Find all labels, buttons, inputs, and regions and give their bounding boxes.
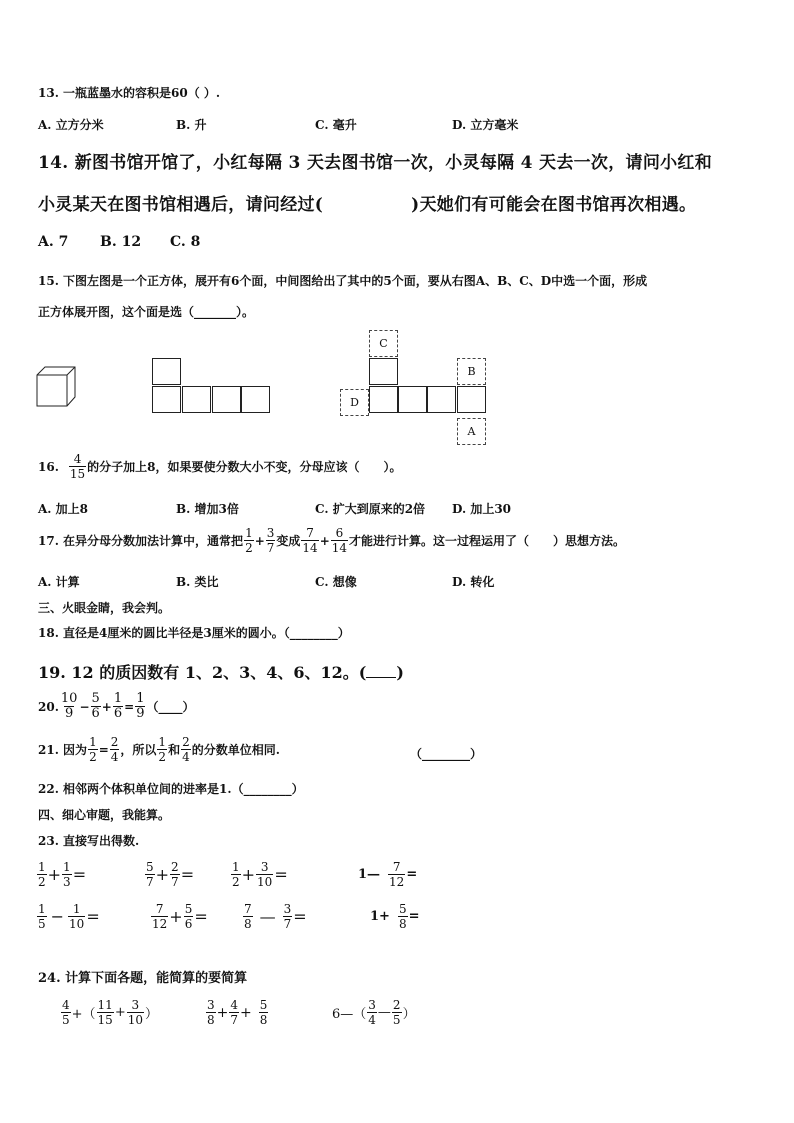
- q21-answer-blank[interactable]: （________）: [410, 747, 483, 761]
- q14-option-b[interactable]: B. 12: [100, 234, 142, 250]
- net-face: [152, 358, 181, 385]
- fraction: $\frac{1}{3}$: [63, 860, 71, 889]
- section-4-title: 四、细心审题，我能算。: [38, 808, 171, 822]
- operator: +: [114, 1005, 126, 1020]
- fraction: $\frac{11}{15}$: [97, 998, 113, 1027]
- q19-answer-blank[interactable]: [366, 677, 396, 678]
- q17-text-mid: 变成: [276, 534, 301, 548]
- q18-stem: 18. 直径是4厘米的圆比半径是3厘米的圆小。（________）: [38, 626, 350, 640]
- fraction: $\frac{2}{4}$: [182, 735, 190, 764]
- whole-number: 6—（: [332, 1007, 367, 1022]
- fraction: $\frac{5}{8}$: [398, 902, 407, 931]
- q14-line1: 14. 新图书馆开馆了，小红每隔 3 天去图书馆一次，小灵每隔 4 天去一次，请问小红和: [38, 153, 713, 173]
- operator: —: [377, 1005, 391, 1020]
- operator: −: [79, 699, 90, 714]
- net-option-b[interactable]: B: [457, 358, 486, 385]
- q19-end: ): [396, 663, 404, 682]
- equals-sign[interactable]: =: [194, 907, 208, 926]
- fraction: $\frac{7}{12}$: [389, 860, 405, 889]
- q14-line2-end: )天她们有可能会在图书馆再次相遇。: [411, 195, 697, 215]
- net-face: [427, 386, 456, 413]
- q14-line2-start: 小灵某天在图书馆相遇后，请问经过(: [38, 195, 324, 215]
- equals-sign[interactable]: =: [274, 865, 288, 884]
- cube-figure: [36, 366, 76, 408]
- equals-sign[interactable]: =: [180, 865, 195, 884]
- fraction: $\frac{1}{5}$: [38, 902, 46, 931]
- operator: ）: [145, 1007, 159, 1022]
- equals-sign[interactable]: =: [408, 909, 420, 924]
- fraction: $\frac{1}{9}$: [136, 691, 145, 721]
- net-face: [369, 386, 398, 413]
- net-face: [152, 386, 181, 413]
- equals-sign[interactable]: =: [406, 867, 418, 882]
- fraction: $\frac{2}{5}$: [392, 998, 401, 1027]
- net-face: [212, 386, 241, 413]
- q22-stem: 22. 相邻两个体积单位间的进率是1.（________）: [38, 782, 304, 796]
- q21-text-end: 的分数单位相同.: [191, 743, 280, 757]
- net-option-d[interactable]: D: [340, 389, 369, 416]
- q20-number: 20.: [38, 699, 59, 714]
- equals-sign[interactable]: =: [72, 865, 87, 884]
- operator: +: [216, 1004, 229, 1021]
- q20-stem: [38, 692, 194, 721]
- q17-text-end: 才能进行计算。这一过程运用了（ ）思想方法。: [349, 534, 626, 548]
- q13-option-b[interactable]: B. 升: [176, 118, 207, 132]
- q23-item: [36, 860, 86, 889]
- whole-number: 1+: [370, 909, 390, 924]
- q23-item: [242, 902, 307, 931]
- q17-stem: [38, 526, 625, 555]
- whole-number: 1—: [358, 867, 381, 882]
- fraction: $\frac{1}{2}$: [245, 526, 253, 555]
- q13-option-c[interactable]: C. 毫升: [315, 118, 357, 132]
- q14-line2: [38, 190, 696, 215]
- fraction: $\frac{3}{7}$: [266, 526, 275, 555]
- operator: +: [319, 533, 330, 548]
- q15-line1: 15. 下图左图是一个正方体，展开有6个面，中间图给出了其中的5个面，要从右图A、B、C、D中选一个面，形成: [38, 274, 648, 288]
- net-face: [241, 386, 270, 413]
- fraction: $\frac{1}{2}$: [232, 860, 240, 889]
- q23-item: [358, 860, 417, 889]
- q17-option-b[interactable]: B. 类比: [176, 575, 219, 589]
- fraction: $\frac{6}{14}$: [331, 526, 348, 555]
- fraction: $\frac{5}{7}$: [146, 860, 154, 889]
- q17-option-c[interactable]: C. 想像: [315, 575, 357, 589]
- net-face: [182, 386, 211, 413]
- q21-text-start: 21. 因为: [38, 743, 88, 757]
- operator: =: [124, 699, 135, 714]
- section-3-title: 三、火眼金睛，我会判。: [38, 601, 171, 615]
- q16-option-c[interactable]: C. 扩大到原来的2倍: [315, 502, 426, 516]
- q17-option-d[interactable]: D. 转化: [452, 575, 495, 589]
- q16-number: 16.: [38, 459, 59, 474]
- net-face: [457, 386, 486, 413]
- q17-option-a[interactable]: A. 计算: [38, 575, 80, 589]
- fraction: $\frac{3}{10}$: [257, 860, 273, 889]
- q14-option-a[interactable]: A. 7: [38, 234, 69, 250]
- net-option-c[interactable]: C: [369, 330, 398, 357]
- q16-option-b[interactable]: B. 增加3倍: [176, 502, 239, 516]
- q24-expression-2: [205, 998, 269, 1027]
- fraction: $\frac{7}{8}$: [244, 902, 252, 931]
- operator: —: [259, 907, 276, 926]
- q15-line2: 正方体展开图，这个面是选（_______）。: [38, 305, 255, 319]
- q23-item: [370, 902, 420, 931]
- q14-option-c[interactable]: C. 8: [170, 234, 201, 250]
- q23-item: [144, 860, 194, 889]
- operator: +: [169, 907, 183, 926]
- q19-text: 19. 12 的质因数有 1、2、3、4、6、12。(: [38, 663, 367, 682]
- fraction: $\frac{4}{7}$: [230, 998, 239, 1027]
- fraction: $\frac{2}{4}$: [110, 735, 119, 764]
- net-face: [398, 386, 427, 413]
- q23-item: [230, 860, 288, 889]
- fraction: $\frac{1}{2}$: [89, 735, 97, 764]
- q21-stem: [38, 735, 280, 764]
- operator: +: [241, 865, 256, 884]
- q13-option-d[interactable]: D. 立方毫米: [452, 118, 519, 132]
- operator: +: [101, 699, 112, 714]
- fraction: $\frac{7}{14}$: [302, 526, 318, 555]
- q21-text-mid: ，所以: [120, 743, 157, 757]
- net-option-a[interactable]: A: [457, 418, 486, 445]
- fraction: $\frac{4}{15}$: [69, 452, 86, 481]
- q13-stem: 13. 一瓶蓝墨水的容积是60（ ）.: [38, 86, 221, 100]
- q23-item: [150, 902, 208, 931]
- fraction: $\frac{3}{10}$: [127, 998, 144, 1027]
- fraction: $\frac{3}{4}$: [368, 998, 376, 1027]
- q23-title: 23. 直接写出得数.: [38, 834, 140, 848]
- q16-option-a[interactable]: A. 加上8: [38, 502, 89, 516]
- operator: −: [50, 907, 65, 926]
- q20-answer-blank[interactable]: （____）: [146, 700, 195, 714]
- q21-text-and: 和: [168, 743, 181, 757]
- fraction: $\frac{5}{6}$: [184, 902, 193, 931]
- operator: =: [98, 742, 109, 757]
- fraction: $\frac{2}{7}$: [171, 860, 179, 889]
- fraction: $\frac{1}{2}$: [38, 860, 46, 889]
- operator: +（: [71, 1007, 96, 1022]
- q16-option-d[interactable]: D. 加上30: [452, 502, 512, 516]
- q16-text: 的分子加上8，如果要使分数大小不变，分母应该（ ）。: [87, 460, 402, 474]
- fraction: $\frac{3}{8}$: [207, 998, 215, 1027]
- fraction: $\frac{4}{5}$: [62, 998, 70, 1027]
- equals-sign[interactable]: =: [293, 907, 307, 926]
- operator: +: [240, 1004, 252, 1021]
- fraction: $\frac{1}{6}$: [113, 691, 123, 721]
- fraction: $\frac{1}{10}$: [69, 902, 85, 931]
- q13-option-a[interactable]: A. 立方分米: [38, 118, 104, 132]
- fraction: $\frac{1}{2}$: [158, 735, 167, 764]
- net-face: [369, 358, 398, 385]
- operator: ）: [402, 1007, 416, 1022]
- operator: +: [47, 865, 62, 884]
- fraction: $\frac{5}{6}$: [91, 691, 100, 721]
- q23-item: [36, 902, 100, 931]
- fraction: $\frac{10}{9}$: [60, 691, 78, 721]
- q24-title: 24. 计算下面各题，能简算的要简算: [38, 971, 248, 986]
- q16-stem: [38, 452, 402, 481]
- equals-sign[interactable]: =: [86, 907, 100, 926]
- operator: +: [155, 865, 170, 884]
- fraction: $\frac{5}{8}$: [259, 998, 268, 1027]
- operator: +: [254, 533, 265, 548]
- fraction: $\frac{3}{7}$: [283, 902, 292, 931]
- q24-expression-1: [60, 998, 158, 1027]
- q24-expression-3: [332, 998, 416, 1027]
- fraction: $\frac{7}{12}$: [152, 902, 168, 931]
- q19-stem: [38, 660, 404, 683]
- q17-text-start: 17. 在异分母分数加法计算中，通常把: [38, 534, 244, 548]
